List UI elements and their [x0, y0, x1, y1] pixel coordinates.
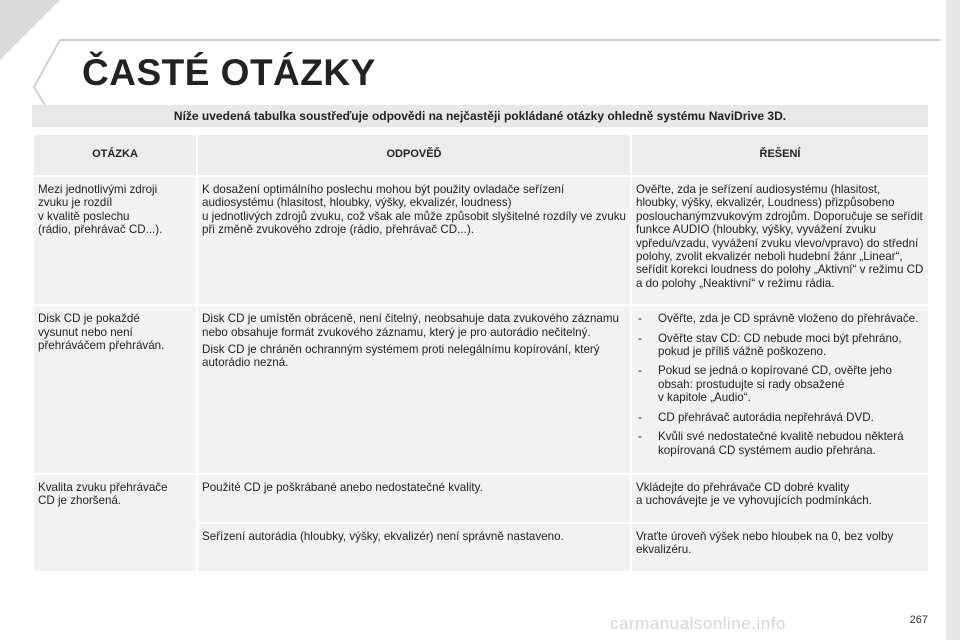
- answer-text: Disk CD je chráněn ochranným systémem proti nelegálnímu kopírování, který autorádio nezná.: [202, 343, 600, 370]
- question-cell: [33, 176, 197, 305]
- solution-text: Vraťte úroveň výšek nebo hloubek na 0, bez volby ekvalizéru.: [636, 529, 894, 557]
- question-cell: [33, 474, 197, 572]
- watermark: carmanualsonline.info: [610, 614, 786, 633]
- answer-cell: [197, 305, 631, 474]
- header-question: OTÁZKA: [33, 134, 197, 176]
- page-number: 267: [909, 614, 928, 626]
- solution-cell: [631, 305, 929, 474]
- solution-item: - Kvůli své nedostatečné kvalitě nebudou některá kopírovaná CD systémem audio přehrána.: [636, 430, 924, 457]
- solution-cell: [631, 523, 929, 572]
- question-text: Mezi jednotlivými zdroji zvuku je rozdíl v kvalitě poslechu (rádio, přehrávač CD...).: [38, 183, 163, 237]
- answer-text: K dosažení optimálního poslechu mohou být použity ovladače seřízení audiosystému (hlasitost, hloubky, výšky, ekvalizér, loudness) u jednotlivých zdrojů zvuku, což však ale může způsobit slyšitelné rozdíly ve zvuku při změně zvukového zdroje (rádio, přehrávač CD...).: [202, 183, 627, 237]
- faq-table: [32, 133, 930, 573]
- page-title: ČASTÉ OTÁZKY: [82, 52, 376, 93]
- question-cell: [33, 305, 197, 474]
- solution-item: - Pokud se jedná o kopírované CD, ověřte jeho obsah: prostudujte si rady obsažené v kapitole „Audio“.: [636, 364, 924, 404]
- solution-cell: [631, 474, 929, 523]
- answer-text: Seřízení autorádia (hloubky, výšky, ekvalizér) není správně nastaveno.: [202, 529, 564, 543]
- answer-cell: [197, 474, 631, 523]
- intro-text: Níže uvedená tabulka soustřeďuje odpovědi na nejčastěji pokládané otázky ohledně systému NaviDrive 3D.: [32, 105, 928, 127]
- solution-text: Vkládejte do přehrávače CD dobré kvality a uchovávejte je ve vyhovujících podmínkách.: [636, 480, 872, 508]
- header-solution: ŘEŠENÍ: [631, 134, 929, 176]
- solution-item: - Ověřte, zda je CD správně vloženo do přehrávače.: [636, 312, 924, 325]
- question-text: Disk CD je pokaždé vysunut nebo není přehráváčem přehráván.: [38, 312, 165, 353]
- table-row: [33, 474, 929, 523]
- solution-cell: [631, 176, 929, 305]
- answer-text: Použité CD je poškrábané anebo nedostatečné kvality.: [202, 480, 483, 494]
- side-tab: [946, 0, 960, 640]
- solution-item: - Ověřte stav CD: CD nebude moci být přehráno, pokud je příliš vážně poškozeno.: [636, 332, 924, 359]
- solution-text: Ověřte, zda je seřízení audiosystému (hlasitost, hloubky, výšky, ekvalizér, Loudness) přizpůsobeno poslouchanýmzvukovým zdrojům. Doporučuje se seřídit funkce AUDIO (hloubky, výšky, vyvážení zvuku vpředu/vzadu, vyvážení zvuku vlevo/vpravo) do střední polohy, zvolit ekvalizér neboli hudební žánr „Linear“, seřídit korekci loudness do polohy „Aktivní“ v režimu CD a do polohy „Neaktivní“ v režimu rádia.: [636, 183, 924, 290]
- table-header-row: [33, 134, 929, 176]
- solution-list: [636, 312, 924, 457]
- question-text: Kvalita zvuku přehrávače CD je zhoršená.: [38, 480, 168, 508]
- header-answer: ODPOVĚĎ: [197, 134, 631, 176]
- solution-item: - CD přehrávač autorádia nepřehrává DVD.: [636, 411, 924, 424]
- answer-cell: [197, 523, 631, 572]
- answer-cell: [197, 176, 631, 305]
- table-row: [33, 305, 929, 474]
- answer-text: Disk CD je umístěn obráceně, není čitelný, neobsahuje data zvukového záznamu nebo obsahuje formát zvukového záznamu, který je pro autorádio nečitelný.: [202, 312, 619, 339]
- table-row: [33, 176, 929, 305]
